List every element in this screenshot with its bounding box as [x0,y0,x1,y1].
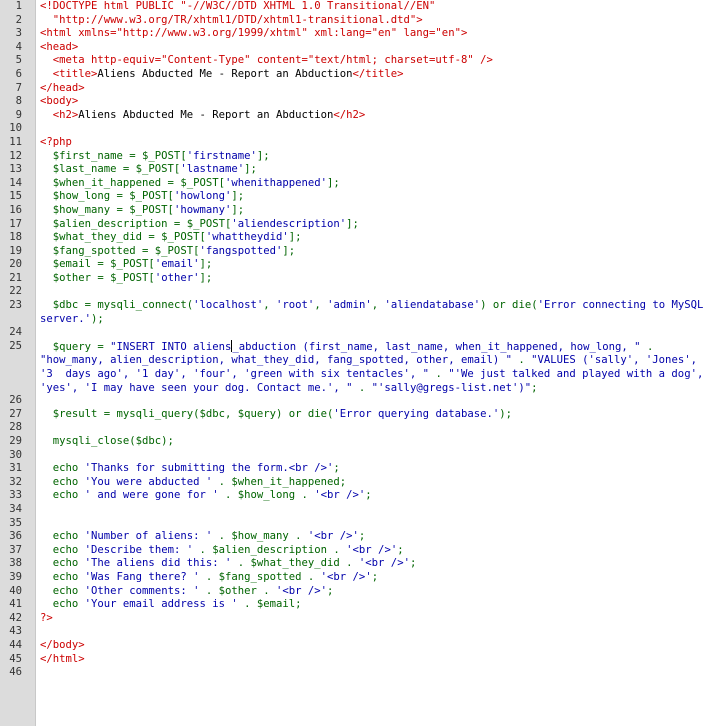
code-line[interactable] [0,204,720,218]
line-number: 18 [9,231,22,244]
line-text [40,408,512,422]
line-text [40,272,212,286]
line-number: 28 [9,421,22,434]
line-number: 20 [9,258,22,271]
code-token: 'Number of aliens: ' [84,530,213,543]
line-text [40,82,85,96]
code-token: ; [358,530,366,543]
code-token: "INSERT INTO aliens [110,340,232,353]
code-token: '<br />' [358,557,410,570]
code-token: ; [371,570,379,583]
line-text [40,585,333,599]
code-line[interactable] [0,653,720,667]
code-token: "http://www.w3.org/TR/xhtml1/DTD/xhtml1-transitional.dtd"> [40,13,423,26]
line-number: 2 [15,13,22,26]
code-token: ; [397,543,404,556]
code-token: '<br />' [307,530,359,543]
code-line[interactable] [0,666,720,680]
code-line[interactable] [0,489,720,503]
code-line[interactable] [0,435,720,449]
code-token: ]; [199,258,213,271]
code-token: echo [40,543,85,556]
line-text [40,136,72,150]
line-text [40,299,716,326]
line-number: 33 [9,489,22,502]
line-number: 25 [9,339,22,352]
line-text [40,489,372,503]
line-text [40,41,78,55]
code-token: 'Error connecting to MySQL server.' [40,299,710,325]
code-line[interactable] [0,41,720,55]
line-number: 32 [9,475,22,488]
code-token: , [263,299,277,312]
code-line[interactable] [0,0,720,14]
code-token: 'You were abducted ' [84,475,213,488]
code-token: 'whenithappened' [224,176,328,189]
code-line[interactable] [0,95,720,109]
line-number: 21 [9,271,22,284]
code-token: ; [531,381,538,394]
code-token: . $what_they_did . [231,557,359,570]
code-line[interactable] [0,503,720,517]
line-text [40,340,716,395]
code-token: 'lastname' [180,163,245,176]
code-token: 'whattheydid' [205,231,289,244]
code-line[interactable] [0,598,720,612]
code-token: . $how_long . [218,489,315,502]
code-line[interactable] [0,27,720,41]
code-line[interactable] [0,326,720,340]
code-line[interactable] [0,394,720,408]
code-token: . [352,381,372,394]
code-token: ); [499,407,512,420]
line-number: 43 [9,625,22,638]
code-token: . $when_it_happened; [212,475,347,488]
code-token: echo [40,598,85,611]
code-token: mysqli_close($dbc); [40,435,174,448]
code-token: . [640,340,660,353]
code-token: ' and were gone for ' [84,489,219,502]
code-token: 'admin' [327,299,372,312]
code-line[interactable] [0,530,720,544]
code-token: <h2> [40,108,79,121]
code-line[interactable] [0,476,720,490]
code-line[interactable] [0,340,720,394]
code-line[interactable] [0,136,720,150]
line-number: 14 [9,176,22,189]
line-number: 10 [9,122,22,135]
code-token: ; [365,489,372,502]
code-line[interactable] [0,625,720,639]
line-number: 16 [9,203,22,216]
code-token: , [371,299,385,312]
code-token: ]; [346,217,359,230]
line-text [40,435,174,449]
line-number: 4 [15,40,22,53]
line-number: 46 [9,666,22,679]
code-line[interactable] [0,421,720,435]
code-token: ]; [199,271,213,284]
code-line[interactable] [0,109,720,123]
line-number: 11 [9,135,22,148]
line-text [40,639,85,653]
code-token: ]; [244,163,257,176]
code-line[interactable] [0,190,720,204]
code-token: '<br />' [320,570,372,583]
code-token: echo [40,530,85,543]
code-token: . [511,354,532,367]
code-token: <!DOCTYPE html PUBLIC "-//W3C//DTD XHTML 1.0 Transitional//EN" [40,0,436,12]
code-token: "how_many, alien_description, what_they_did, fang_spotted, other, email) " [40,354,512,367]
code-token: ; [409,557,417,570]
code-token: "'We just talked and played with a dog', 'yes', 'I may have seen your dog. Contact me.', " [40,368,710,394]
code-line[interactable] [0,285,720,299]
code-token: </head> [40,81,85,94]
code-token: <title> [40,67,98,80]
line-number: 34 [9,502,22,515]
line-number: 6 [15,67,22,80]
code-token: ?> [40,611,53,624]
line-number: 36 [9,530,22,543]
code-token: '<br />' [276,584,328,597]
code-token: echo [40,462,85,475]
code-line[interactable] [0,639,720,653]
line-text [40,258,212,272]
code-token: 'howlong' [173,190,232,203]
code-line[interactable] [0,14,720,28]
code-line[interactable] [0,517,720,531]
code-line[interactable] [0,557,720,571]
code-token: 'Other comments: ' [84,584,200,597]
code-token: $how_long = $_POST[ [40,190,174,203]
code-token: ]; [282,244,296,257]
code-token: echo [40,489,85,502]
code-line[interactable] [0,150,720,164]
line-number: 19 [9,244,22,257]
code-token: _abduction (first_name, last_name, when_it_happened, how_long, " [232,340,641,353]
code-token: 'firstname' [186,149,257,162]
code-token: $dbc = mysqli_connect( [40,299,194,312]
line-number: 30 [9,448,22,461]
code-line[interactable] [0,218,720,232]
code-token: "VALUES ('sally', 'Jones', '3 days ago', '1 day', 'four', 'green with six tentacles', " [40,354,704,381]
code-line[interactable] [0,544,720,558]
code-line[interactable] [0,571,720,585]
code-token: 'email' [154,258,200,271]
line-number: 1 [15,0,22,12]
code-token: echo [40,557,85,570]
line-number: 7 [15,81,22,94]
line-text [40,598,302,612]
code-line[interactable] [0,408,720,422]
line-text [40,204,244,218]
line-number: 22 [9,285,22,298]
line-text [40,190,244,204]
line-number: 39 [9,570,22,583]
code-line[interactable] [0,177,720,191]
code-token: $alien_description = $_POST[ [40,217,232,230]
line-text [40,530,365,544]
line-number: 27 [9,407,22,420]
code-token: 'Thanks for submitting the form.<br />' [84,462,334,475]
code-token: 'fangspotted' [199,244,283,257]
code-token: . [429,368,449,381]
line-text [40,218,359,232]
code-line[interactable] [0,272,720,286]
code-token: $other = $_POST[ [40,271,155,284]
code-token: echo [40,475,85,488]
code-token: echo [40,584,85,597]
code-token: <head> [40,40,79,53]
line-number: 15 [9,190,22,203]
code-token: $email = $_POST[ [40,258,155,271]
line-text [40,163,257,177]
line-number: 12 [9,149,22,162]
code-token: , [314,299,328,312]
line-text [40,68,404,82]
code-line[interactable] [0,299,720,326]
line-text [40,571,378,585]
code-token: 'aliendatabase' [384,299,481,312]
code-token: ]; [256,149,270,162]
code-token: ]; [231,203,245,216]
line-text [40,95,78,109]
line-number: 3 [15,27,22,40]
code-token: ]; [231,190,245,203]
code-token: 'localhost' [193,299,264,312]
line-number: 13 [9,163,22,176]
code-token: ); [91,312,104,325]
line-text [40,476,346,490]
line-number: 8 [15,95,22,108]
code-token: . $email; [237,598,302,611]
code-token: <?php [40,135,72,148]
code-token: Aliens Abducted Me - Report an Abduction [97,67,353,80]
code-token: 'aliendescription' [231,217,347,230]
code-token: $result = mysqli_query($dbc, $query) or die( [40,407,334,420]
line-number: 29 [9,435,22,448]
code-token: 'Error querying database.' [333,407,500,420]
code-token: '<br />' [314,489,366,502]
code-token: $fang_spotted = $_POST[ [40,244,200,257]
line-text [40,612,53,626]
code-token: $first_name = $_POST[ [40,149,187,162]
line-number: 31 [9,462,22,475]
line-text [40,231,302,245]
code-line[interactable] [0,612,720,626]
line-number: 5 [15,54,22,67]
code-token: ]; [288,231,302,244]
code-line[interactable] [0,231,720,245]
code-token: 'root' [276,299,315,312]
code-line[interactable] [0,82,720,96]
line-number: 41 [9,598,22,611]
code-token: 'Was Fang there? ' [84,570,200,583]
code-token: . $fang_spotted . [199,570,321,583]
code-token: Aliens Abducted Me - Report an Abduction [78,108,334,121]
code-token: $last_name = $_POST[ [40,163,181,176]
line-text [40,150,270,164]
line-number: 40 [9,584,22,597]
code-token: </body> [40,638,85,651]
code-token: $query = [40,340,111,353]
line-text [40,245,295,259]
code-token: <body> [40,95,79,108]
line-number: 35 [9,516,22,529]
code-token: ]; [327,176,340,189]
code-token: 'other' [154,271,200,284]
code-token: </h2> [333,108,366,121]
line-number: 24 [9,326,22,339]
code-token: "'sally@gregs-list.net')" [371,381,532,394]
line-text [40,0,435,14]
code-token: $when_it_happened = $_POST[ [40,176,225,189]
code-line[interactable] [0,54,720,68]
code-line[interactable] [0,68,720,82]
code-token: . $how_many . [212,530,308,543]
code-line[interactable] [0,122,720,136]
code-line[interactable] [0,449,720,463]
code-line[interactable] [0,462,720,476]
line-number: 23 [9,299,22,312]
code-token: echo [40,570,85,583]
line-text [40,462,340,476]
code-token: ) or die( [480,299,538,312]
line-number: 38 [9,557,22,570]
code-token: . $alien_description . [193,543,347,556]
line-number: 42 [9,611,22,624]
code-line[interactable] [0,245,720,259]
code-token: ; [327,584,334,597]
line-number: 45 [9,652,22,665]
line-number: 44 [9,638,22,651]
line-number: 26 [9,394,22,407]
line-number: 9 [15,108,22,121]
code-token: </title> [352,67,404,80]
line-text [40,177,340,191]
line-number: 17 [9,217,22,230]
code-token: <meta http-equiv="Content-Type" content="text/html; charset=utf-8" /> [40,54,493,67]
code-token: 'howmany' [173,203,232,216]
line-number: 37 [9,543,22,556]
line-text [40,14,423,28]
code-token: $what_they_did = $_POST[ [40,231,206,244]
code-line[interactable] [0,163,720,177]
line-text [40,27,467,41]
code-token: 'Your email address is ' [84,598,238,611]
line-text [40,653,85,667]
code-token: '<br />' [346,543,398,556]
line-text [40,54,493,68]
line-text [40,544,404,558]
line-text [40,109,365,123]
code-line[interactable] [0,585,720,599]
code-line[interactable] [0,258,720,272]
line-text [40,557,416,571]
code-token: <html xmlns="http://www.w3.org/1999/xhtml" xml:lang="en" lang="en"> [40,27,468,40]
code-token: </html> [40,652,85,665]
code-token: $how_many = $_POST[ [40,203,174,216]
code-token: . $other . [199,584,277,597]
code-token: 'Describe them: ' [84,543,194,556]
code-token: ; [333,462,340,475]
code-token: 'The aliens did this: ' [84,557,232,570]
